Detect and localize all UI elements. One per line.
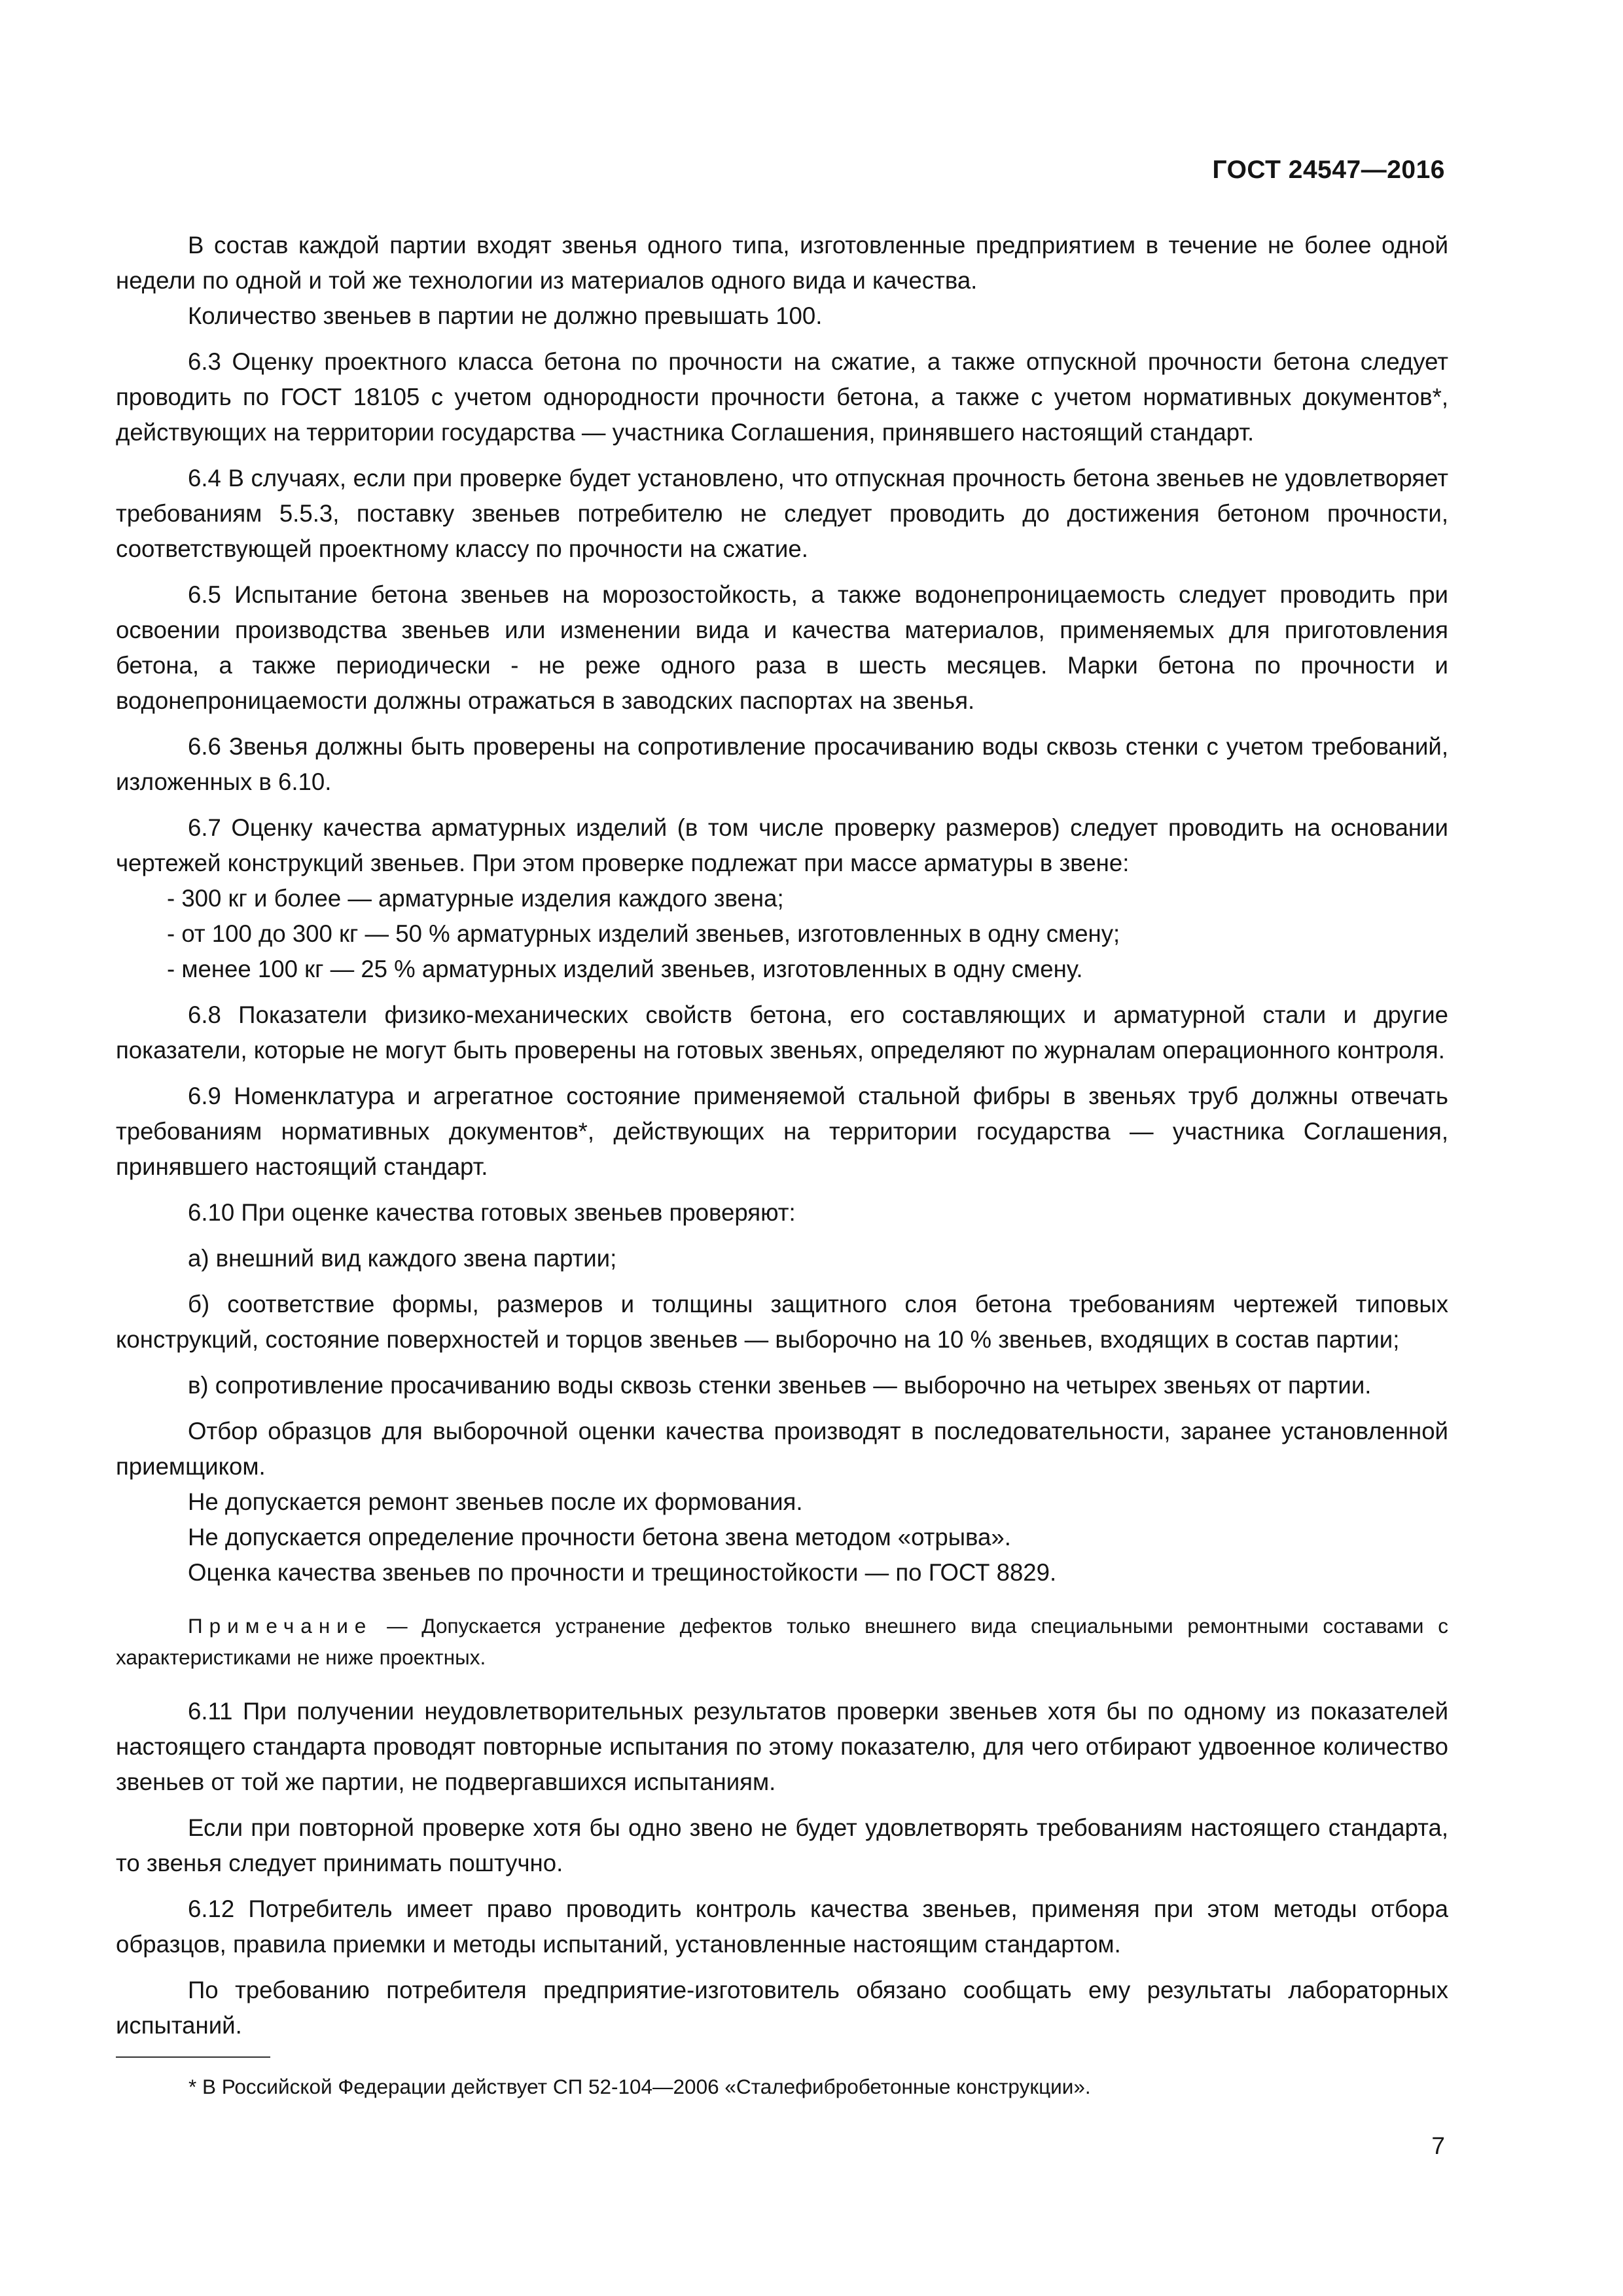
paragraph-6-11: 6.11 При получении неудовлетворительных результатов проверки звеньев хотя бы по одному из показателей настоящего стандарта проводят повторные испытания по этому показателю, для чего отбирают удвоенное количество звеньев от той же партии, не подвергавшихся испытаниям. [116, 1698, 1448, 1795]
paragraph-6-9: 6.9 Номенклатура и агрегатное состояние применяемой стальной фибры в звеньях труб должны отвечать требованиям нормативных документов*, действующих на территории государства — участника Соглашения, принявшего настоящий стандарт. [116, 1083, 1448, 1180]
list-item-a: а) внешний вид каждого звена партии; [188, 1245, 617, 1272]
list-item-b: б) соответствие формы, размеров и толщины защитного слоя бетона требованиям чертежей типовых конструкций, состояние поверхностей и торцов звеньев — выборочно на 10 % звеньев, входящих в состав партии; [116, 1291, 1448, 1353]
paragraph-6-6: 6.6 Звенья должны быть проверены на сопротивление просачиванию воды сквозь стенки с учетом требований, изложенных в 6.10. [116, 733, 1448, 795]
paragraph-no-repair: Не допускается ремонт звеньев после их формования. [188, 1488, 803, 1515]
paragraph-batch-size: Количество звеньев в партии не должно превышать 100. [188, 302, 823, 329]
paragraph-gost-8829: Оценка качества звеньев по прочности и трещиностойкости — по ГОСТ 8829. [188, 1559, 1057, 1586]
note-text: — Допускается устранение дефектов только внешнего вида специальными ремонтными составами с характеристиками не ниже проектных. [116, 1614, 1448, 1669]
paragraph-no-pull-off: Не допускается определение прочности бетона звена методом «отрыва». [188, 1524, 1011, 1551]
note [116, 1610, 1448, 1673]
list-item-100-300kg: - от 100 до 300 кг — 50 % арматурных изделий звеньев, изготовленных в одну смену; [167, 920, 1120, 947]
paragraph-repeat-check: Если при повторной проверке хотя бы одно звено не будет удовлетворять требованиям настоящего стандарта, то звенья следует принимать поштучно. [116, 1814, 1448, 1876]
document-code-header: ГОСТ 24547—2016 [1212, 156, 1445, 184]
list-item-300kg: - 300 кг и более — арматурные изделия каждого звена; [167, 885, 784, 912]
document-body [116, 228, 1448, 2043]
paragraph-consumer-request: По требованию потребителя предприятие-изготовитель обязано сообщать ему результаты лабораторных испытаний. [116, 1977, 1448, 2039]
list-item-v: в) сопротивление просачиванию воды сквозь стенки звеньев — выборочно на четырех звеньях от партии. [188, 1372, 1372, 1399]
paragraph-6-8: 6.8 Показатели физико-механических свойств бетона, его составляющих и арматурной стали и другие показатели, которые не могут быть проверены на готовых звеньях, определяют по журналам операционного контроля. [116, 1001, 1448, 1064]
paragraph-6-10: 6.10 При оценке качества готовых звеньев проверяют: [188, 1199, 796, 1226]
paragraph-6-12: 6.12 Потребитель имеет право проводить контроль качества звеньев, применяя при этом методы отбора образцов, правила приемки и методы испытаний, установленные настоящим стандартом. [116, 1895, 1448, 1958]
footnote: * В Российской Федерации действует СП 52-104—2006 «Сталефибробетонные конструкции». [188, 2075, 1091, 2098]
paragraph-sampling: Отбор образцов для выборочной оценки качества производят в последовательности, заранее установленной приемщиком. [116, 1418, 1448, 1480]
paragraph-6-4: 6.4 В случаях, если при проверке будет установлено, что отпускная прочность бетона звеньев не удовлетворяет требованиям 5.5.3, поставку звеньев потребителю не следует проводить до достижения бетоном прочности, соответствующей проектному классу по прочности на сжатие. [116, 465, 1448, 562]
list-item-under-100kg: - менее 100 кг — 25 % арматурных изделий звеньев, изготовленных в одну смену. [167, 956, 1083, 982]
note-block [116, 1610, 1448, 1673]
paragraph-6-5: 6.5 Испытание бетона звеньев на морозостойкость, а также водонепроницаемость следует проводить при освоении производства звеньев или изменении вида и качества материалов, применяемых для приготовления бетона, а также периодически - не реже одного раза в шесть месяцев. Марки бетона по прочности и водонепроницаемости должны отражаться в заводских паспортах на звенья. [116, 581, 1448, 714]
paragraph-6-3: 6.3 Оценку проектного класса бетона по прочности на сжатие, а также отпускной прочности бетона следует проводить по ГОСТ 18105 с учетом однородности прочности бетона, а также с учетом нормативных документов*, действующих на территории государства — участника Соглашения, принявшего настоящий стандарт. [116, 348, 1448, 446]
paragraph-6-7: 6.7 Оценку качества арматурных изделий (в том числе проверку размеров) следует проводить на основании чертежей конструкций звеньев. При этом проверке подлежат при массе арматуры в звене: [116, 814, 1448, 876]
paragraph-batch-composition: В состав каждой партии входят звенья одного типа, изготовленные предприятием в течение не более одной недели по одной и той же технологии из материалов одного вида и качества. [116, 232, 1448, 294]
note-label: Примечание [188, 1614, 373, 1638]
footnote-divider [116, 2056, 270, 2058]
page-number: 7 [1431, 2132, 1445, 2159]
